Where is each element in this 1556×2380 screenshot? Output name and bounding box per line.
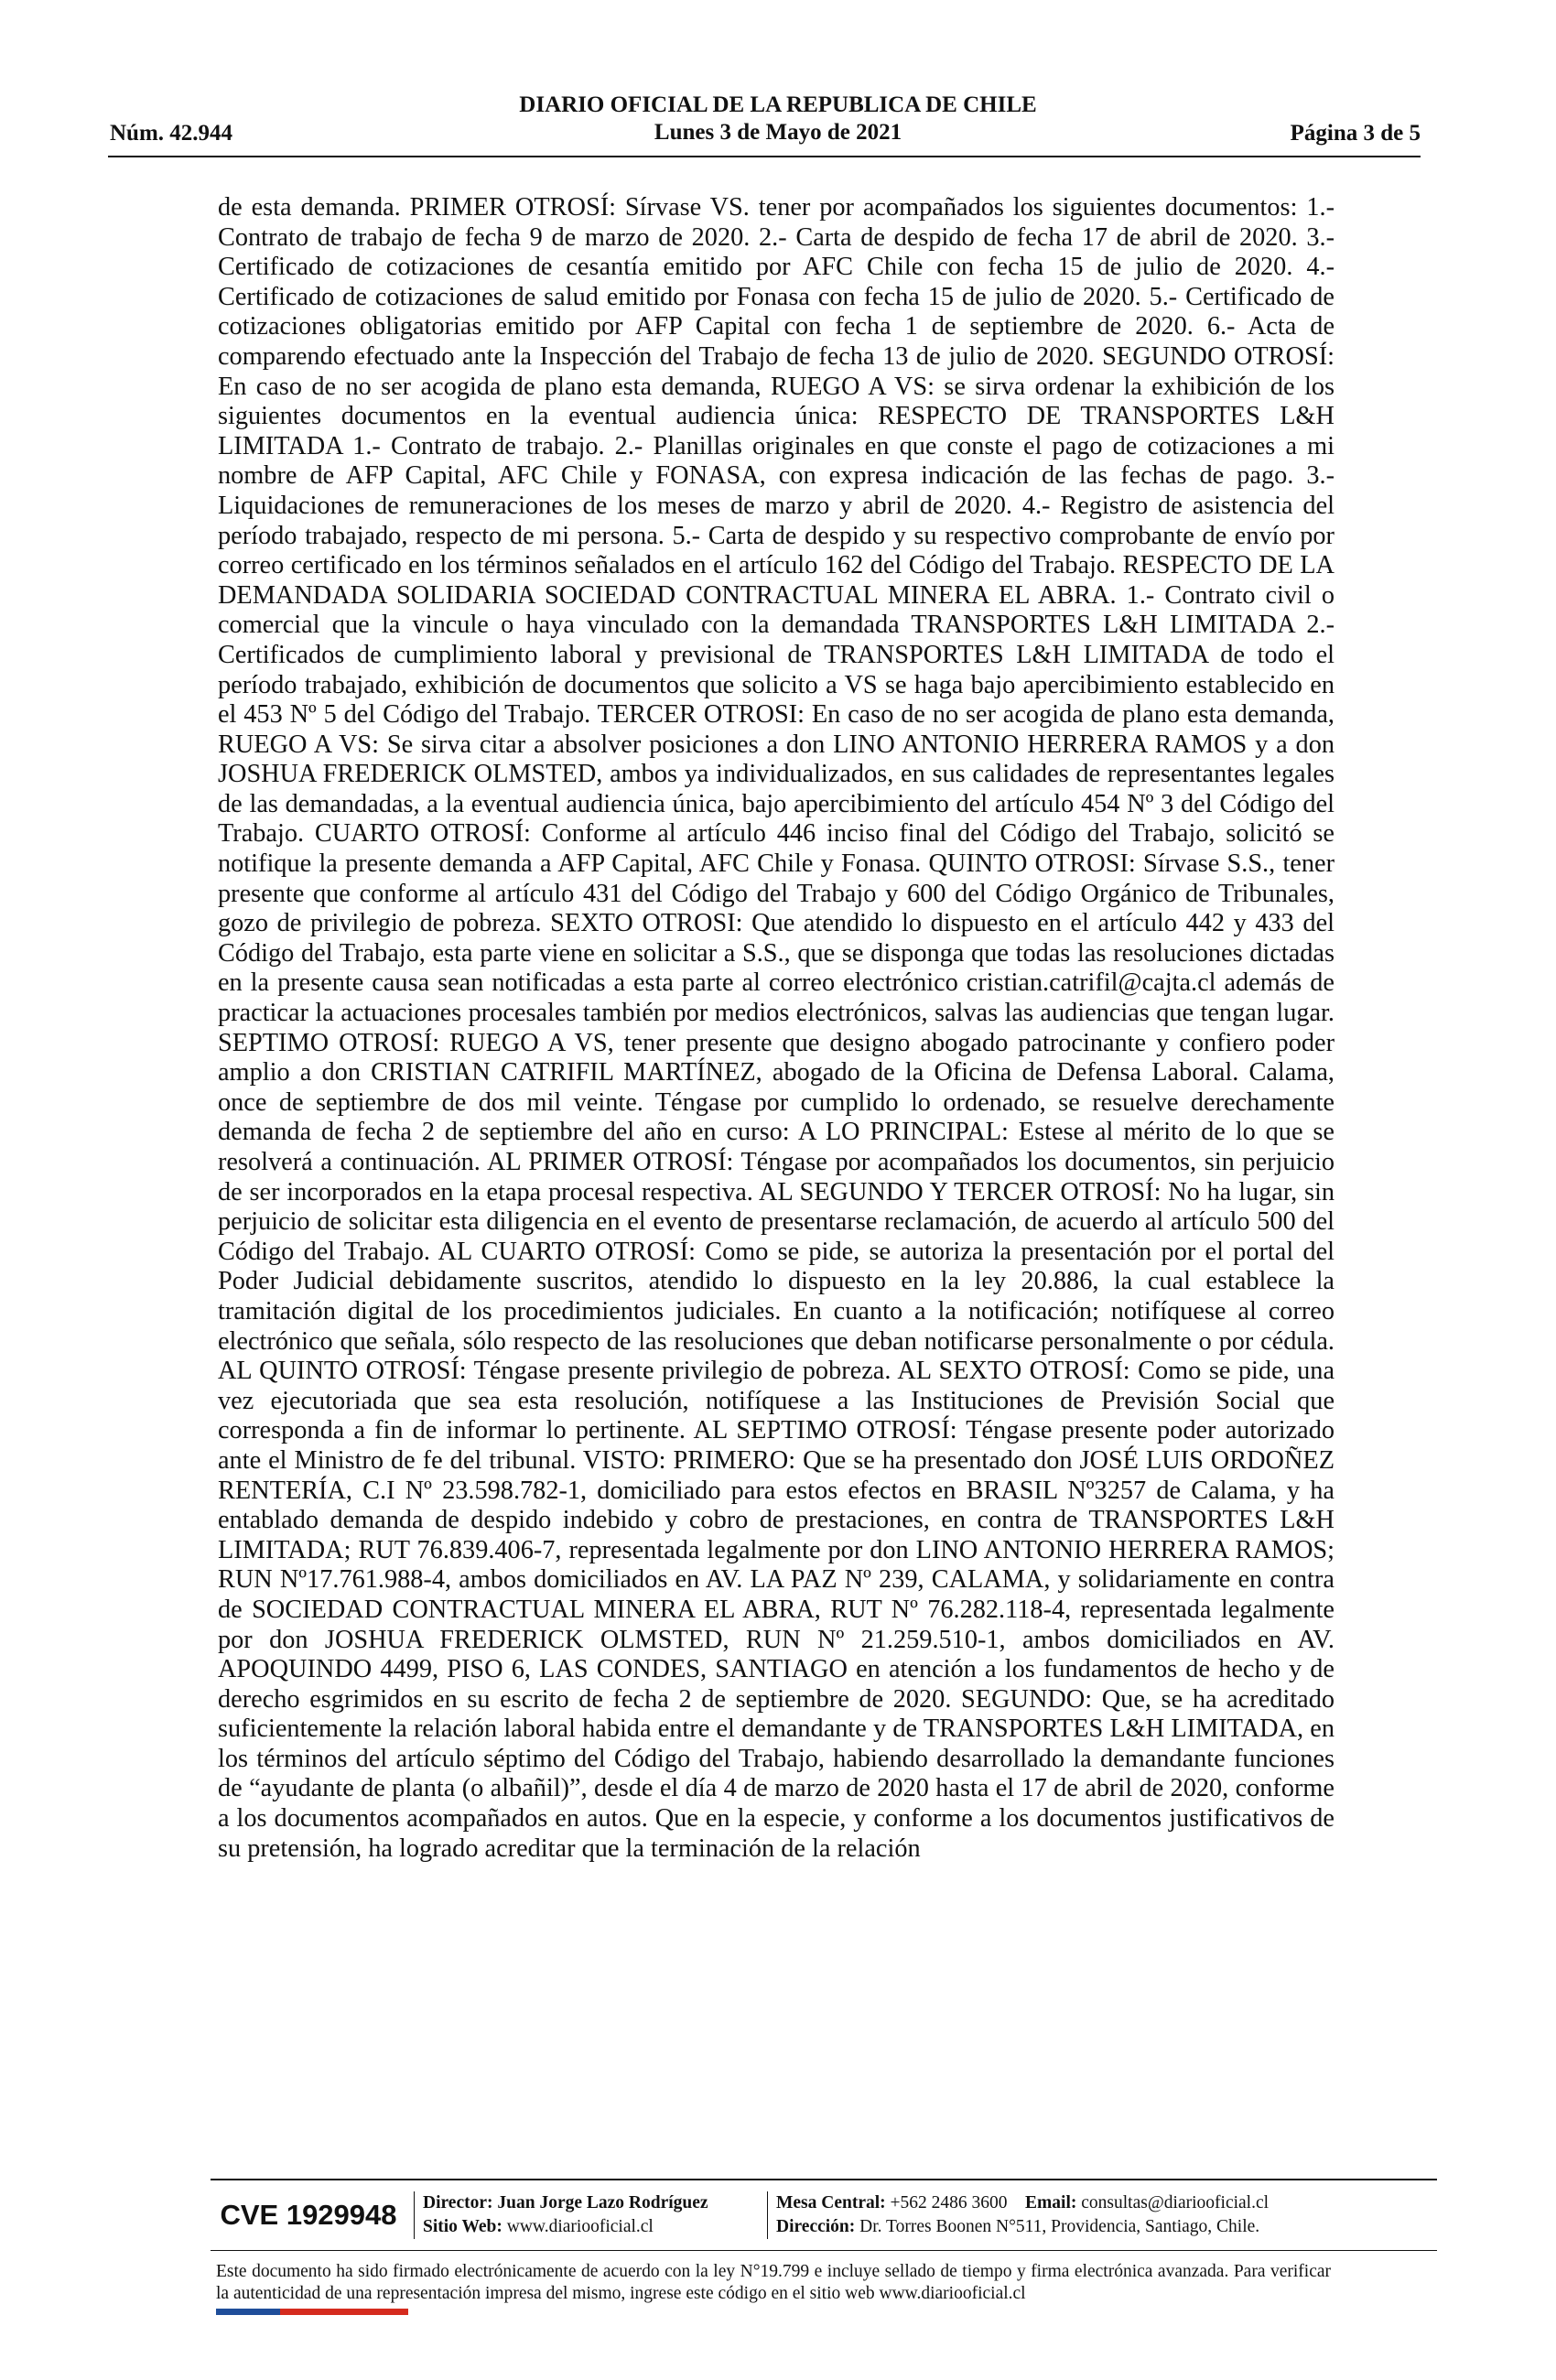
web-label: Sitio Web: xyxy=(423,2217,502,2236)
flag-blue-segment xyxy=(216,2309,280,2315)
signature-disclaimer: Este documento ha sido firmado electrónicamente de acuerdo con la ley N°19.799 e incluye sellado de tiempo y firma electrónica avanzada. Para verificar la autenticidad de una representación impresa del mismo, ingrese este código en el sitio web www.diariooficial.cl xyxy=(216,2262,1331,2303)
footer-director-col xyxy=(423,2191,708,2239)
web-link[interactable]: www.diariooficial.cl xyxy=(506,2217,654,2236)
document-body xyxy=(218,193,1334,1864)
page-number: Página 3 de 5 xyxy=(1290,121,1421,146)
address-label: Dirección: xyxy=(776,2217,856,2236)
footer-separator xyxy=(414,2191,415,2239)
publication-title: DIARIO OFICIAL DE LA REPUBLICA DE CHILE xyxy=(519,92,1037,117)
cve-code: CVE 1929948 xyxy=(220,2199,397,2231)
footer-separator xyxy=(767,2191,768,2239)
publication-date: Lunes 3 de Mayo de 2021 xyxy=(654,120,902,145)
phone-value: +562 2486 3600 xyxy=(890,2193,1008,2212)
email-link[interactable]: consultas@diariooficial.cl xyxy=(1081,2193,1270,2212)
flag-red-segment xyxy=(280,2309,408,2315)
director-label: Director: xyxy=(423,2193,493,2212)
footer-contact-col xyxy=(776,2191,1269,2239)
chile-flag-stripe xyxy=(216,2309,408,2315)
footer-info xyxy=(211,2186,1437,2245)
issue-number: Núm. 42.944 xyxy=(110,121,233,146)
phone-label: Mesa Central: xyxy=(776,2193,886,2212)
director-name: Juan Jorge Lazo Rodríguez xyxy=(497,2193,708,2212)
email-label: Email: xyxy=(1025,2193,1077,2212)
address-value: Dr. Torres Boonen N°511, Providencia, Santiago, Chile. xyxy=(859,2217,1260,2236)
body-text: de esta demanda. PRIMER OTROSÍ: Sírvase VS. tener por acompañados los siguientes documentos: 1.- Contrato de trabajo de fecha 9 de marzo de 2020. 2.- Carta de despido de fecha 17 de abril de 2020. 3.- Certificado de cotizaciones de cesantía emitido por AFC Chile con fecha 15 de julio de 2020. 4.- Certificado de cotizaciones de salud emitido por Fonasa con fecha 15 de julio de 2020. 5.- Certificado de cotizaciones obligatorias emitido por AFP Capital con fecha 1 de septiembre de 2020. 6.- Acta de comparendo efectuado ante la Inspección del Trabajo de fecha 13 de julio de 2020. SEGUNDO OTROSÍ: En caso de no ser acogida de plano esta demanda, RUEGO A VS: se sirva ordenar la exhibición de los siguientes documentos en la eventual audiencia única: RESPECTO DE TRANSPORTES L&H LIMITADA 1.- Contrato de trabajo. 2.- Planillas originales en que conste el pago de cotizaciones a mi nombre de AFP Capital, AFC Chile y FONASA, con expresa indicación de las fechas de pago. 3.- Liquidaciones de remuneraciones de los meses de marzo y abril de 2020. 4.- Registro de asistencia del período trabajado, respecto de mi persona. 5.- Carta de despido y su respectivo comprobante de envío por correo certificado en los términos señalados en el artículo 162 del Código del Trabajo. RESPECTO DE LA DEMANDADA SOLIDARIA SOCIEDAD CONTRACTUAL MINERA EL ABRA. 1.- Contrato civil o comercial que la vincule o haya vinculado con la demandada TRANSPORTES L&H LIMITADA 2.- Certificados de cumplimiento laboral y previsional de TRANSPORTES L&H LIMITADA de todo el período trabajado, exhibición de documentos que solicito a VS se haga bajo apercibimiento establecido en el 453 Nº 5 del Código del Trabajo. TERCER OTROSI: En caso de no ser acogida de plano esta demanda, RUEGO A VS: Se sirva citar a absolver posiciones a don LINO ANTONIO HERRERA RAMOS y a don JOSHUA FREDERICK OLMSTED, ambos ya individualizados, en sus calidades de representantes legales de las demandadas, a la eventual audiencia única, bajo apercibimiento del artículo 454 Nº 3 del Código del Trabajo. CUARTO OTROSÍ: Conforme al artículo 446 inciso final del Código del Trabajo, solicitó se notifique la presente demanda a AFP Capital, AFC Chile y Fonasa. QUINTO OTROSI: Sírvase S.S., tener presente que conforme al artículo 431 del Código del Trabajo y 600 del Código Orgánico de Tribunales, gozo de privilegio de pobreza. SEXTO OTROSI: Que atendido lo dispuesto en el artículo 442 y 433 del Código del Trabajo, esta parte viene en solicitar a S.S., que se disponga que todas las resoluciones dictadas en la presente causa sean notificadas a esta parte al correo electrónico cristian.catrifil@cajta.cl además de practicar la actuaciones procesales también por medios electrónicos, salvas las audiencias que tengan lugar. SEPTIMO OTROSÍ: RUEGO A VS, tener presente que designo abogado patrocinante y confiero poder amplio a don CRISTIAN CATRIFIL MARTÍNEZ, abogado de la Oficina de Defensa Laboral. Calama, once de septiembre de dos mil veinte. Téngase por cumplido lo ordenado, se resuelve derechamente demanda de fecha 2 de septiembre del año en curso: A LO PRINCIPAL: Estese al mérito de lo que se resolverá a continuación. AL PRIMER OTROSÍ: Téngase por acompañados los documentos, sin perjuicio de ser incorporados en la etapa procesal respectiva. AL SEGUNDO Y TERCER OTROSÍ: No ha lugar, sin perjuicio de solicitar esta diligencia en el evento de presentarse reclamación, de acuerdo al artículo 500 del Código del Trabajo. AL CUARTO OTROSÍ: Como se pide, se autoriza la presentación por el portal del Poder Judicial debidamente suscritos, atendido lo dispuesto en la ley 20.886, la cual establece la tramitación digital de los procedimientos judiciales. En cuanto a la notificación; notifíquese al correo electrónico que señala, sólo respecto de las resoluciones que deban notificarse personalmente o por cédula. AL QUINTO OTROSÍ: Téngase presente privilegio de pobreza. AL SEXTO OTROSÍ: Como se pide, una vez ejecutoriada que sea esta resolución, notifíquese a las Instituciones de Previsión Social que corresponda a fin de informar lo pertinente. AL SEPTIMO OTROSÍ: Téngase presente poder autorizado ante el Ministro de fe del tribunal. VISTO: PRIMERO: Que se ha presentado don JOSÉ LUIS ORDOÑEZ RENTERÍA, C.I Nº 23.598.782-1, domiciliado para estos efectos en BRASIL Nº3257 de Calama, y ha entablado demanda de despido indebido y cobro de prestaciones, en contra de TRANSPORTES L&H LIMITADA; RUT 76.839.406-7, representada legalmente por don LINO ANTONIO HERRERA RAMOS; RUN Nº17.761.988-4, ambos domiciliados en AV. LA PAZ Nº 239, CALAMA, y solidariamente en contra de SOCIEDAD CONTRACTUAL MINERA EL ABRA, RUT Nº 76.282.118-4, representada legalmente por don JOSHUA FREDERICK OLMSTED, RUN Nº 21.259.510-1, ambos domiciliados en AV. APOQUINDO 4499, PISO 6, LAS CONDES, SANTIAGO en atención a los fundamentos de hecho y de derecho esgrimidos en su escrito de fecha 2 de septiembre de 2020. SEGUNDO: Que, se ha acreditado suficientemente la relación laboral habida entre el demandante y de TRANSPORTES L&H LIMITADA, en los términos del artículo séptimo del Código del Trabajo, habiendo desarrollado la demandante funciones de “ayudante de planta (o albañil)”, desde el día 4 de marzo de 2020 hasta el 17 de abril de 2020, conforme a los documentos acompañados en autos. Que en la especie, y conforme a los documentos justificativos de su pretensión, ha logrado acreditar que la terminación de la relación xyxy=(218,193,1334,1863)
footer-divider-bottom xyxy=(211,2250,1437,2251)
header-divider xyxy=(108,156,1421,157)
footer-divider-top xyxy=(211,2179,1437,2180)
